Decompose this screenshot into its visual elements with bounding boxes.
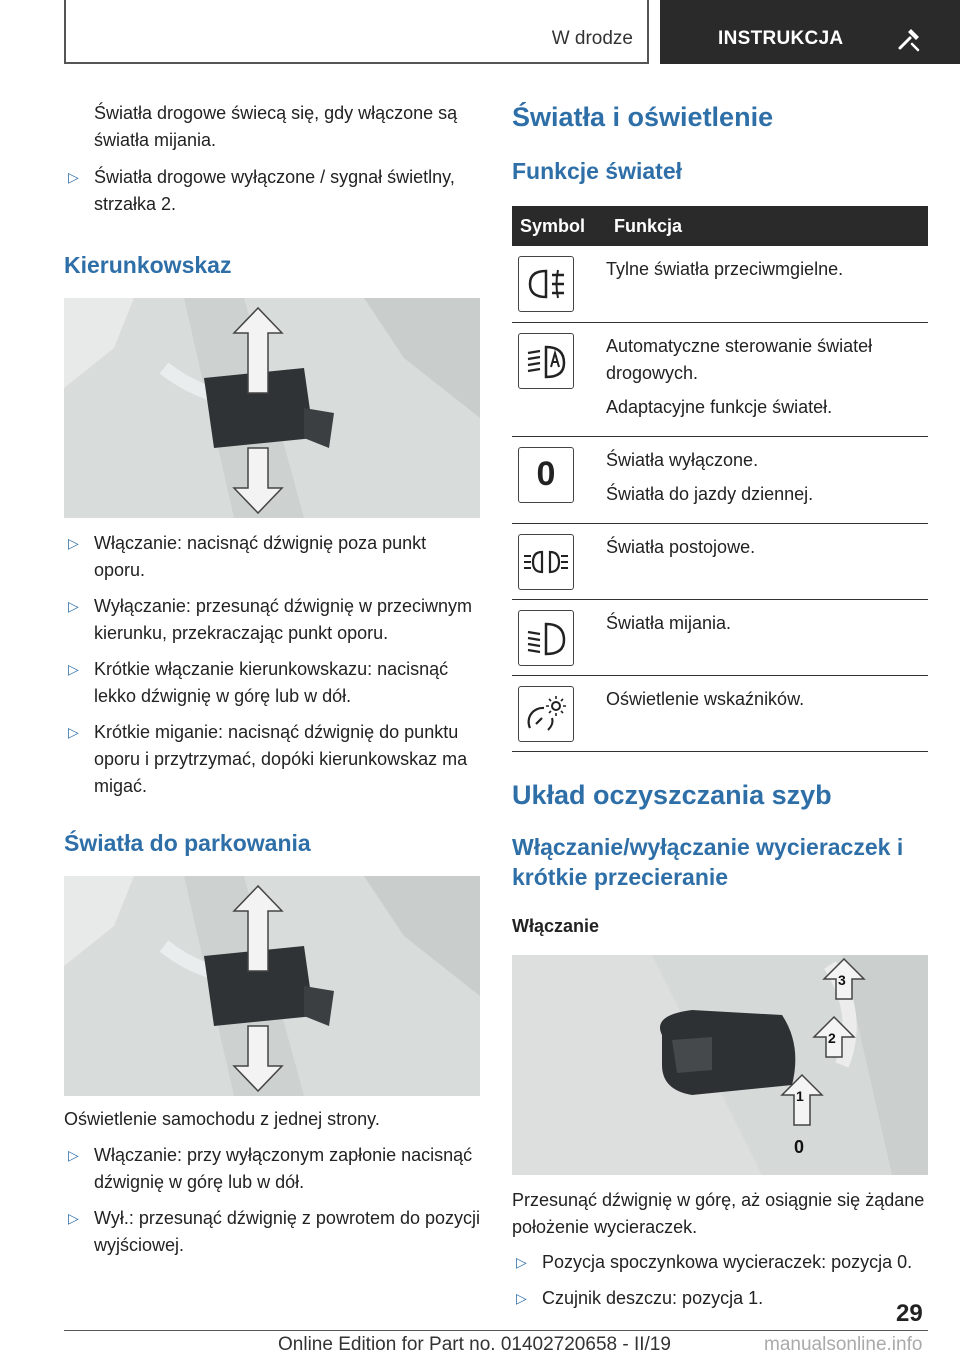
list-item: ▷ Krótkie miganie: nacisnąć dźwignię do punktu oporu i przytrzymać, dopóki kierunkowskaz ma migać. — [64, 719, 482, 800]
wiper-instruction-text: Przesunąć dźwignię w górę, aż osiągnie się żądane położenie wycieraczek. — [512, 1189, 925, 1237]
triangle-bullet-icon: ▷ — [68, 661, 79, 677]
list-item: ▷ Wył.: przesunąć dźwignię z powrotem do pozycji wyjściowej. — [64, 1205, 482, 1259]
lights-off-zero-icon: 0 — [518, 447, 574, 503]
list-item: ▷ Włączanie: przy wyłączonym zapłonie nacisnąć dźwignię w górę lub w dół. — [64, 1142, 482, 1196]
low-beam-icon — [518, 610, 574, 666]
subsection-title-wiper-switching: Włączanie/wyłączanie wycieraczek i krótkie przecieranie — [512, 833, 904, 890]
footer-divider — [64, 1330, 928, 1331]
list-item: ▷ Wyłączanie: przesunąć dźwignię w przeciwnym kierunku, przekraczając punkt oporu. — [64, 593, 482, 647]
subsection-title-light-functions: Funkcje świateł — [512, 158, 683, 184]
table-row — [512, 322, 928, 436]
top-bullet-list — [64, 164, 482, 218]
list-item: ▷ Pozycja spoczynkowa wycieraczek: pozycja 0. — [512, 1249, 928, 1276]
wiper-lever-figure — [512, 955, 928, 1175]
footer-edition-text: Online Edition for Part no. 01402720658 - II/19 — [278, 1334, 671, 1355]
header-chapter-title: INSTRUKCJA — [718, 28, 844, 49]
svg-text:3: 3 — [838, 971, 846, 988]
parking-lights-bullet-list — [64, 1142, 482, 1259]
table-row — [512, 599, 928, 675]
triangle-bullet-icon: ▷ — [68, 1210, 79, 1226]
triangle-bullet-icon: ▷ — [68, 598, 79, 614]
triangle-bullet-icon: ▷ — [516, 1253, 527, 1270]
triangle-bullet-icon: ▷ — [68, 1147, 79, 1163]
table-row — [512, 675, 928, 751]
wiper-illustration — [512, 955, 928, 1175]
page-number: 29 — [896, 1300, 923, 1327]
triangle-bullet-icon: ▷ — [516, 1289, 527, 1306]
left-column — [64, 100, 482, 1268]
light-symbols-table — [512, 206, 928, 752]
list-item: ▷ Czujnik deszczu: pozycja 1. — [512, 1285, 928, 1312]
function-text: Oświetlenie wskaźników. — [606, 688, 805, 709]
column-header-symbol: Symbol — [512, 206, 606, 246]
wrench-hammer-icon — [896, 26, 922, 52]
function-text: Światła wyłączone. — [606, 449, 759, 470]
parking-lights-icon — [518, 534, 574, 590]
turn-signal-lever-figure — [64, 298, 480, 518]
header-chapter-box — [660, 0, 960, 64]
section-title-turn-signal: Kierunkowskaz — [64, 252, 232, 278]
table-header-row — [512, 206, 928, 246]
function-text: Adaptacyjne funkcje świateł. — [606, 396, 833, 417]
lever-illustration — [64, 298, 480, 518]
footer-watermark: manualsonline.info — [764, 1334, 923, 1355]
triangle-bullet-icon: ▷ — [68, 535, 79, 551]
table-row — [512, 523, 928, 599]
instrument-lighting-icon — [518, 686, 574, 742]
table-row — [512, 246, 928, 322]
lever-illustration — [64, 876, 480, 1096]
function-text: Światła do jazdy dziennej. — [606, 483, 814, 504]
wiper-bullet-list — [512, 1249, 928, 1312]
list-item: ▷ Krótkie włączanie kierunkowskazu: nacisnąć lekko dźwignię w górę lub w dół. — [64, 656, 482, 710]
section-title-parking-lights: Światła do parkowania — [64, 830, 311, 856]
function-text: Światła mijania. — [606, 612, 732, 633]
triangle-bullet-icon: ▷ — [68, 169, 79, 185]
header-section-box — [64, 0, 649, 64]
subhead-switching-on: Włączanie — [512, 915, 600, 936]
auto-high-beam-icon — [518, 333, 574, 389]
function-text: Światła postojowe. — [606, 536, 756, 557]
parking-lights-lever-figure — [64, 876, 480, 1096]
header-section-title: W drodze — [551, 28, 633, 49]
rear-fog-light-icon — [518, 256, 574, 312]
intro-text: Światła drogowe świecą się, gdy włączone są światła mijania. — [94, 103, 458, 150]
right-column — [512, 100, 928, 1321]
position-label-0: 0 — [794, 1136, 805, 1157]
section-title-lights: Światła i oświetlenie — [512, 102, 774, 132]
svg-text:1: 1 — [796, 1087, 804, 1104]
section-title-wipers: Układ oczyszczania szyb — [512, 779, 832, 810]
list-item: ▷ Włączanie: nacisnąć dźwignię poza punkt oporu. — [64, 530, 482, 584]
triangle-bullet-icon: ▷ — [68, 724, 79, 740]
parking-lights-text: Oświetlenie samochodu z jednej strony. — [64, 1109, 380, 1129]
table-row — [512, 436, 928, 523]
svg-text:2: 2 — [828, 1029, 836, 1046]
function-text: Tylne światła przeciwmgielne. — [606, 259, 844, 279]
function-text: Automatyczne sterowanie świateł drogowych. — [606, 335, 873, 383]
column-header-function: Funkcja — [606, 206, 928, 246]
turn-signal-bullet-list — [64, 530, 482, 800]
list-item: ▷ Światła drogowe wyłączone / sygnał świetlny, strzałka 2. — [64, 164, 482, 218]
